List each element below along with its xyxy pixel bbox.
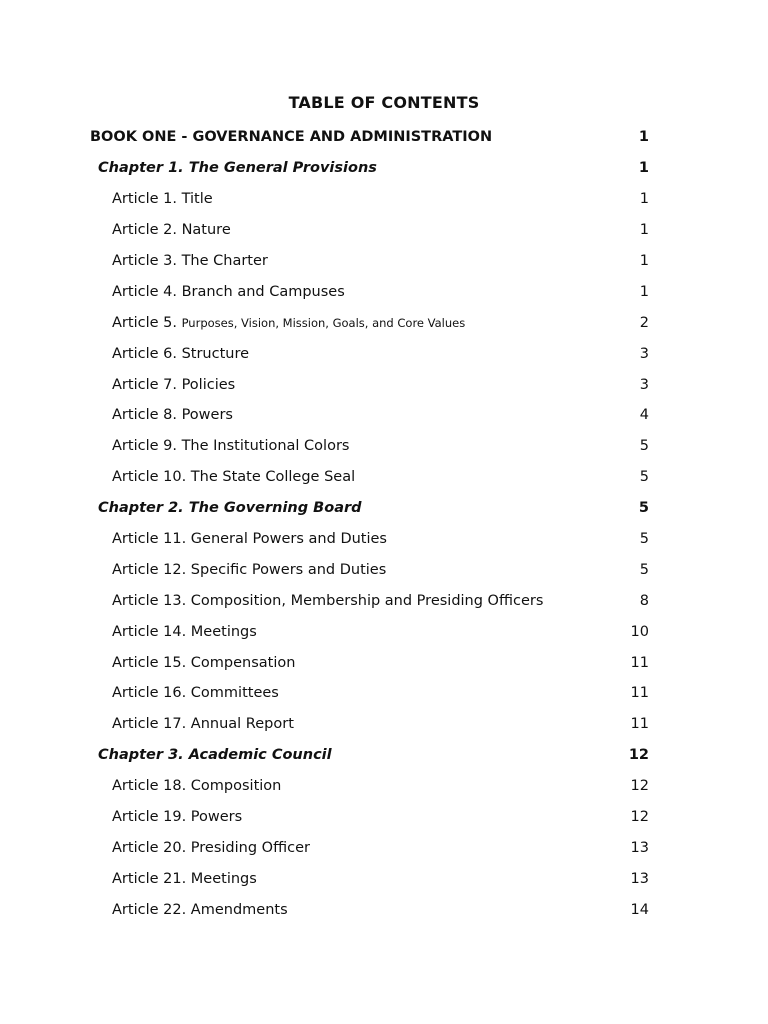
toc-entry-label <box>112 253 268 269</box>
toc-entry-page-number: 13 <box>630 839 649 856</box>
toc-entry-label <box>112 191 213 207</box>
toc-entry-article[interactable] <box>0 462 768 493</box>
toc-entry-label <box>112 593 543 609</box>
toc-entry-label <box>112 902 288 918</box>
toc-entry-label <box>112 315 465 331</box>
toc-entry-label-text: Chapter 3. Academic Council <box>98 747 332 764</box>
toc-entry-label <box>112 469 355 485</box>
toc-entry-page-number: 1 <box>639 253 649 269</box>
toc-entry-page-number: 11 <box>630 654 649 671</box>
toc-entry-page-number: 1 <box>638 160 649 177</box>
toc-entry-label <box>98 500 362 516</box>
toc-entry-label-text: Article 5. <box>112 314 177 331</box>
toc-entry-article[interactable] <box>0 616 768 647</box>
toc-entry-page-number: 3 <box>639 376 649 393</box>
toc-entry-article[interactable] <box>0 215 768 246</box>
toc-entry-label-text: Article 14. Meetings <box>112 623 257 640</box>
toc-entry-page-number: 11 <box>630 716 649 733</box>
toc-entry-label <box>112 222 231 238</box>
toc-entry-label <box>112 809 242 825</box>
toc-entry-article[interactable] <box>0 771 768 802</box>
toc-entry-page-number: 5 <box>639 561 649 578</box>
toc-entry-chapter[interactable] <box>0 153 768 184</box>
toc-entry-label-text: Article 2. Nature <box>112 222 231 239</box>
toc-entry-label <box>112 531 387 547</box>
toc-entry-label-subtext: Purposes, Vision, Mission, Goals, and Core Values <box>181 315 466 330</box>
toc-entry-article[interactable] <box>0 863 768 894</box>
toc-entry-label <box>98 160 377 176</box>
toc-entry-label-text: Article 21. Meetings <box>112 870 257 887</box>
toc-entry-label-text: Chapter 1. The General Provisions <box>98 160 377 177</box>
toc-entry-article[interactable] <box>0 894 768 925</box>
toc-entry-article[interactable] <box>0 802 768 833</box>
toc-entry-page-number: 1 <box>639 283 649 300</box>
toc-entry-label-text: Chapter 2. The Governing Board <box>98 500 362 517</box>
toc-entry-label-text: Article 10. The State College Seal <box>112 469 356 486</box>
toc-entry-label <box>112 407 233 423</box>
toc-entry-page-number: 8 <box>639 592 649 609</box>
toc-list <box>0 122 768 925</box>
toc-entry-page-number: 1 <box>639 222 649 239</box>
toc-entry-label-text: Article 16. Committees <box>112 685 279 702</box>
toc-entry-page-number: 12 <box>630 778 649 795</box>
toc-entry-page-number: 4 <box>639 407 649 424</box>
toc-entry-article[interactable] <box>0 554 768 585</box>
toc-entry-page-number: 5 <box>639 531 649 548</box>
toc-entry-page-number: 12 <box>630 809 649 826</box>
toc-entry-page-number: 10 <box>630 623 649 640</box>
toc-entry-page-number: 3 <box>639 345 649 362</box>
toc-entry-label <box>112 778 281 794</box>
toc-entry-label-text: Article 4. Branch and Campuses <box>112 283 345 300</box>
toc-entry-label-text: Article 11. General Powers and Duties <box>112 531 387 548</box>
toc-entry-label <box>112 840 310 856</box>
toc-entry-article[interactable] <box>0 709 768 740</box>
toc-entry-label <box>112 685 279 701</box>
toc-entry-article[interactable] <box>0 678 768 709</box>
toc-entry-article[interactable] <box>0 246 768 277</box>
toc-entry-article[interactable] <box>0 431 768 462</box>
toc-entry-label-text: Article 1. Title <box>112 191 213 208</box>
toc-entry-label <box>98 747 332 763</box>
toc-entry-label-text: Article 8. Powers <box>112 407 233 424</box>
toc-entry-label <box>112 624 257 640</box>
toc-entry-label <box>112 655 295 671</box>
toc-entry-label-text: Article 18. Composition <box>112 778 282 795</box>
toc-entry-label-text: Article 9. The Institutional Colors <box>112 438 350 455</box>
toc-entry-chapter[interactable] <box>0 740 768 771</box>
toc-entry-page-number: 13 <box>630 870 649 887</box>
toc-entry-label-text: Article 15. Compensation <box>112 654 296 671</box>
toc-entry-page-number: 2 <box>639 314 649 331</box>
toc-entry-label-text: Article 12. Specific Powers and Duties <box>112 561 387 578</box>
toc-entry-page-number: 1 <box>638 129 649 146</box>
toc-entry-label-text: BOOK ONE - GOVERNANCE AND ADMINISTRATION <box>90 129 493 146</box>
toc-entry-label <box>90 129 492 145</box>
toc-entry-article[interactable] <box>0 338 768 369</box>
toc-entry-label-text: Article 6. Structure <box>112 345 250 362</box>
toc-entry-page-number: 14 <box>630 901 649 918</box>
toc-entry-article[interactable] <box>0 585 768 616</box>
toc-entry-article[interactable] <box>0 524 768 555</box>
toc-entry-page-number: 1 <box>639 191 649 208</box>
toc-entry-label-text: Article 22. Amendments <box>112 901 288 918</box>
toc-entry-page-number: 5 <box>639 469 649 486</box>
toc-entry-page-number: 5 <box>639 438 649 455</box>
toc-entry-label <box>112 716 294 732</box>
toc-entry-page-number: 12 <box>628 747 649 764</box>
toc-entry-article[interactable] <box>0 276 768 307</box>
toc-entry-article[interactable] <box>0 184 768 215</box>
toc-entry-page-number: 5 <box>638 500 649 517</box>
toc-entry-label <box>112 377 235 393</box>
toc-entry-label <box>112 871 257 887</box>
toc-entry-label-text: Article 3. The Charter <box>112 253 268 269</box>
page-title: TABLE OF CONTENTS <box>288 93 480 112</box>
toc-entry-article[interactable] <box>0 369 768 400</box>
toc-entry-label-text: Article 19. Powers <box>112 809 243 826</box>
toc-entry-article[interactable] <box>0 307 768 338</box>
toc-entry-label-text: Article 7. Policies <box>112 376 236 393</box>
toc-entry-label-text: Article 20. Presiding Officer <box>112 839 310 856</box>
toc-entry-label <box>112 284 345 300</box>
toc-entry-page-number: 11 <box>630 685 649 702</box>
toc-entry-chapter[interactable] <box>0 493 768 524</box>
toc-entry-article[interactable] <box>0 647 768 678</box>
toc-entry-label-text: Article 13. Composition, Membership and Presiding Officers <box>112 592 544 609</box>
toc-entry-label-text: Article 17. Annual Report <box>112 716 294 733</box>
toc-entry-book[interactable] <box>0 122 768 153</box>
toc-entry-label <box>112 562 386 578</box>
toc-entry-label <box>112 438 349 454</box>
toc-entry-label <box>112 346 249 362</box>
toc-entry-article[interactable] <box>0 400 768 431</box>
toc-entry-article[interactable] <box>0 832 768 863</box>
